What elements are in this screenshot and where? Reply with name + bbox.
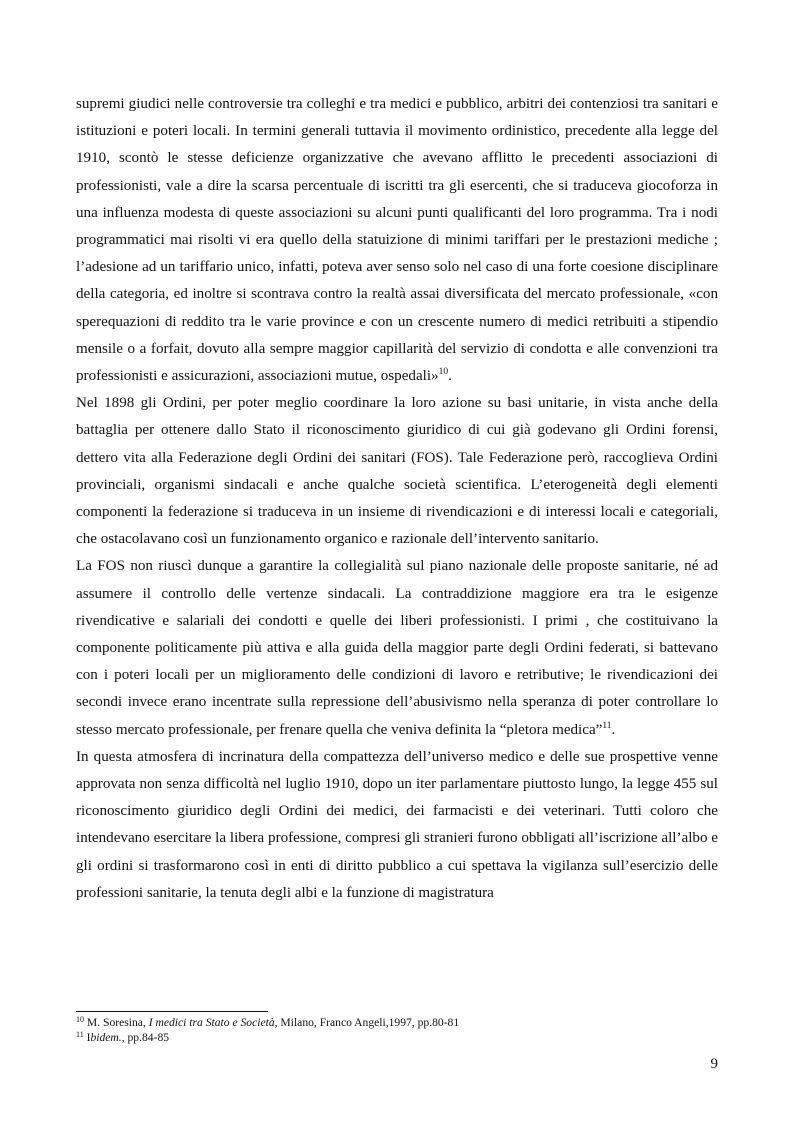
footnote-title: bidem., (90, 1030, 125, 1044)
paragraph-2 (76, 390, 718, 553)
footnote-text: Milano, Franco Angeli,1997, pp.80-81 (277, 1016, 460, 1029)
paragraph-1 (76, 91, 718, 390)
paragraph-text: In questa atmosfera di incrinatura della compattezza dell’universo medico e delle sue prospettive venne approvata non senza difficoltà nel luglio 1910, dopo un iter parlamentare piuttosto lungo, la legge 455 sul riconoscimento giuridico degli Ordini dei medici, dei farmacisti e dei veterinari. Tutti coloro che intendevano esercitare la libera professione, compresi gli stranieri furono obbligati all’iscrizione all’albo e gli ordini si trasformarono così in enti di diritto pubblico a cui spettava la vigilanza sull’esercizio delle professioni sanitarie, la tenuta degli albi e la funzione di magistratura (76, 748, 718, 901)
footnote-number: 10 (76, 1015, 84, 1024)
paragraph-text: La FOS non riuscì dunque a garantire la collegialità sul piano nazionale delle proposte sanitarie, né ad assumere il controllo delle vertenze sindacali. La contraddizione maggiore era tra le esigenze rivendicative e salariali dei condotti e quelle dei liberi professionisti. I primi , che costituivano la componente politicamente più attiva e alla guida della maggior parte degli Ordini federati, si battevano con i poteri locali per un miglioramento delle condizioni di lavoro e retributive; le rivendicazioni dei secondi invece erano incentrate sulla repressione dell’abusivismo nella speranza di poter controllare lo stesso mercato professionale, per frenare quella che veniva definita la “pletora medica” (76, 558, 718, 738)
footnote-title: I medici tra Stato e Società, (148, 1016, 278, 1029)
paragraph-text: supremi giudici nelle controversie tra colleghi e tra medici e pubblico, arbitri dei contenziosi tra sanitari e istituzioni e poteri locali. In termini generali tuttavia il movimento ordinistico, precedente alla legge del 1910, scontò le stesse deficienze organizzative che avevano afflitto le precedenti associazioni di professionisti, vale a dire la scarsa percentuale di iscritti tra gli esercenti, che si traduceva giocoforza in una influenza modesta di queste associazioni su alcuni punti qualificanti del loro programma. Tra i nodi programmatici mai risolti vi era quello della statuizione di minimi tariffari per le prestazioni mediche ; l’adesione ad un tariffario unico, infatti, poteva aver senso solo nel caso di una forte coesione disciplinare della categoria, ed inoltre si scontrava contro la realtà assai diversificata del mercato professionale, «con sperequazioni di reddito tra le varie province e con un crescente numero di medici retribuiti a stipendio mensile o a forfait, dovuto alla sempre maggior capillarità del servizio di condotta e alle convenzioni tra professionisti e assicurazioni, associazioni mutue, ospedali» (76, 96, 718, 385)
footnote-number: 11 (76, 1029, 84, 1039)
footnote-text: M. Soresina, (84, 1016, 149, 1029)
page-number: 9 (710, 1056, 718, 1072)
body-text (76, 91, 718, 907)
paragraph-end: . (611, 721, 616, 738)
footnote-text: I (83, 1030, 91, 1044)
footnote-ref-11[interactable]: 11 (602, 720, 612, 731)
footnotes (76, 1016, 718, 1046)
footnote-10 (76, 1016, 718, 1031)
paragraph-4 (76, 744, 718, 907)
paragraph-3 (76, 553, 718, 743)
paragraph-text: Nel 1898 gli Ordini, per poter meglio coordinare la loro azione su basi unitarie, in vista anche della battaglia per ottenere dallo Stato il riconoscimento giuridico di cui già godevano gli Ordini forensi, dettero vita alla Federazione degli Ordini dei sanitari (FOS). Tale Federazione però, raccoglieva Ordini provinciali, organismi sindacali e anche qualche società scientifica. L’eterogeneità degli elementi componenti la federazione si traduceva in un insieme di rivendicazioni e di interessi locali e categoriali, che ostacolavano così un funzionamento organico e razionale dell’intervento sanitario. (76, 395, 718, 548)
paragraph-end: . (448, 368, 452, 385)
footnote-separator (76, 1011, 268, 1012)
footnote-ref-10[interactable]: 10 (438, 367, 449, 378)
footnote-11 (76, 1031, 718, 1046)
footnote-text: pp.84-85 (124, 1030, 170, 1044)
